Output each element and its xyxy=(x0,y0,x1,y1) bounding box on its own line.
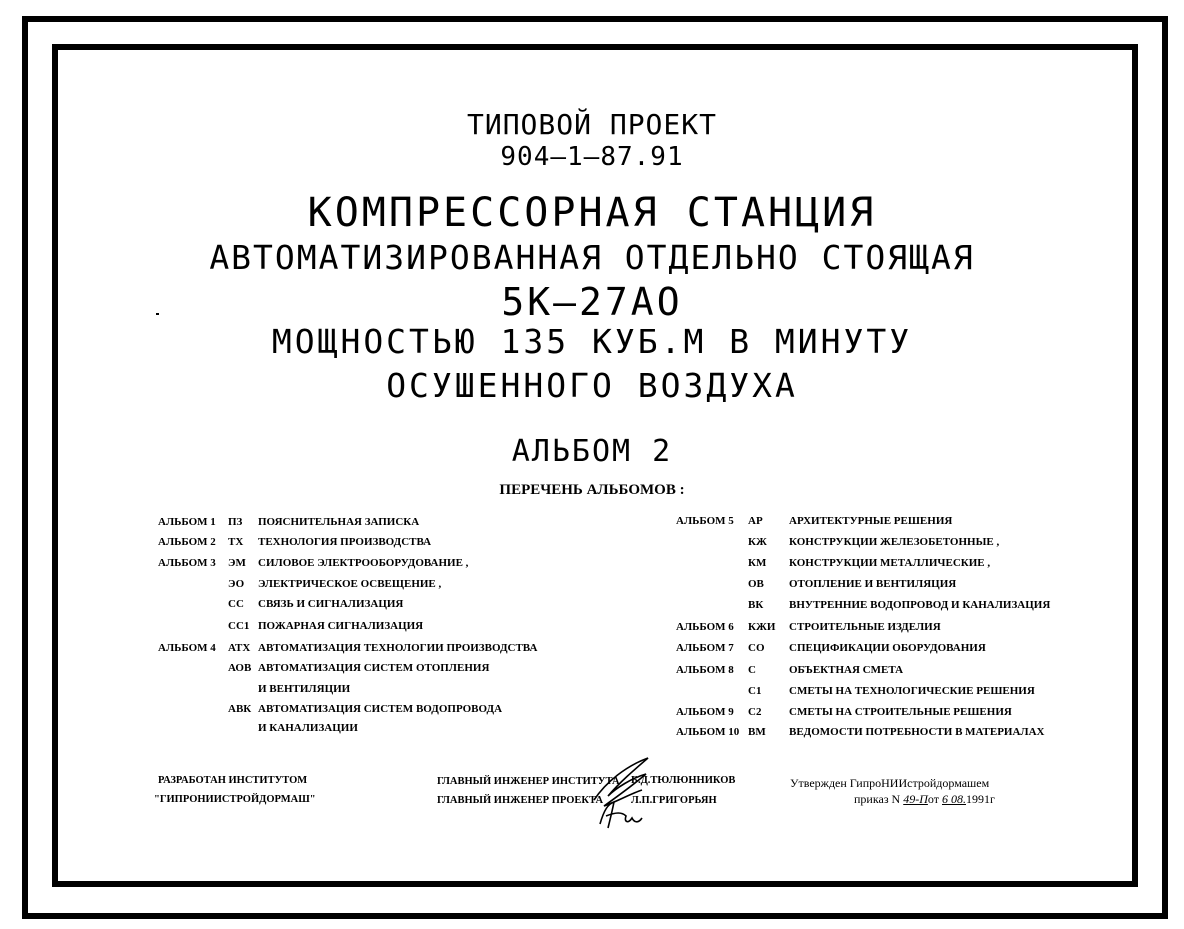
album-label: АЛЬБОМ 3 xyxy=(158,557,216,569)
institute-name: "ГИПРОНИИСТРОЙДОРМАШ" xyxy=(154,794,316,805)
album-description: КОНСТРУКЦИИ ЖЕЛЕЗОБЕТОННЫЕ , xyxy=(789,536,1000,548)
album-code: ПЗ xyxy=(228,516,243,528)
order-mid: от xyxy=(927,792,939,806)
album-description: ПОЯСНИТЕЛЬНАЯ ЗАПИСКА xyxy=(258,516,420,528)
album-description: АВТОМАТИЗАЦИЯ ТЕХНОЛОГИИ ПРОИЗВОДСТВА xyxy=(258,642,538,654)
album-description: АВТОМАТИЗАЦИЯ СИСТЕМ ОТОПЛЕНИЯ xyxy=(258,662,490,674)
album-code: С1 xyxy=(748,685,762,697)
chief-institute-name: Б.Д.ТЮЛЮННИКОВ xyxy=(631,775,736,786)
order-prefix: приказ N xyxy=(854,792,901,806)
album-description: ОБЪЕКТНАЯ СМЕТА xyxy=(789,664,904,676)
title-capacity: МОЩНОСТЬЮ 135 КУБ.М В МИНУТУ xyxy=(271,322,913,361)
title-main: КОМПРЕССОРНАЯ СТАНЦИЯ xyxy=(307,190,877,236)
album-label: АЛЬБОМ 5 xyxy=(676,515,734,527)
album-code: КЖИ xyxy=(748,621,776,633)
order-date: 6 08. xyxy=(942,792,966,806)
album-code: АВК xyxy=(228,703,252,715)
album-code: ЭО xyxy=(228,578,245,590)
album-title: АЛЬБОМ 2 xyxy=(511,434,673,469)
album-description: СМЕТЫ НА СТРОИТЕЛЬНЫЕ РЕШЕНИЯ xyxy=(789,706,1012,718)
album-code: АОВ xyxy=(228,662,252,674)
album-code: ВМ xyxy=(748,726,766,738)
album-description: СТРОИТЕЛЬНЫЕ ИЗДЕЛИЯ xyxy=(789,621,941,633)
album-description: КОНСТРУКЦИИ МЕТАЛЛИЧЕСКИЕ , xyxy=(789,557,991,569)
album-label: АЛЬБОМ 6 xyxy=(676,621,734,633)
chief-institute-label: ГЛАВНЫЙ ИНЖЕНЕР ИНСТИТУТА xyxy=(437,776,620,787)
album-description: И ВЕНТИЛЯЦИИ xyxy=(258,683,351,695)
order-year: 1991г xyxy=(966,792,995,806)
album-description: СВЯЗЬ И СИГНАЛИЗАЦИЯ xyxy=(258,598,404,610)
order-number: 49-П xyxy=(903,792,928,806)
album-code: СС1 xyxy=(228,620,250,632)
project-number: 904–1–87.91 xyxy=(500,142,684,172)
album-label: АЛЬБОМ 1 xyxy=(158,516,216,528)
album-description: АРХИТЕКТУРНЫЕ РЕШЕНИЯ xyxy=(789,515,953,527)
album-code: КМ xyxy=(748,557,767,569)
album-code: АТХ xyxy=(228,642,251,654)
album-code: АР xyxy=(748,515,763,527)
album-description: СПЕЦИФИКАЦИИ ОБОРУДОВАНИЯ xyxy=(789,642,986,654)
album-description: ВНУТРЕННИЕ ВОДОПРОВОД И КАНАЛИЗАЦИЯ xyxy=(789,599,1051,611)
title-air: ОСУШЕННОГО ВОЗДУХА xyxy=(386,366,798,405)
album-label: АЛЬБОМ 10 xyxy=(676,726,740,738)
album-code: СО xyxy=(748,642,765,654)
title-model: 5К–27АО xyxy=(501,280,683,324)
developed-label: РАЗРАБОТАН ИНСТИТУТОМ xyxy=(158,775,308,786)
album-description: АВТОМАТИЗАЦИЯ СИСТЕМ ВОДОПРОВОДА xyxy=(258,703,503,715)
album-code: ЭМ xyxy=(228,557,246,569)
album-description: СМЕТЫ НА ТЕХНОЛОГИЧЕСКИЕ РЕШЕНИЯ xyxy=(789,685,1035,697)
album-description: ОТОПЛЕНИЕ И ВЕНТИЛЯЦИЯ xyxy=(789,578,957,590)
album-code: КЖ xyxy=(748,536,767,548)
album-code: С xyxy=(748,664,756,676)
signature-icon xyxy=(586,752,676,832)
album-code: ОВ xyxy=(748,578,764,590)
approved-label: Утвержден ГипроНИИстройдормашем xyxy=(790,776,990,790)
album-label: АЛЬБОМ 9 xyxy=(676,706,734,718)
album-description: ПОЖАРНАЯ СИГНАЛИЗАЦИЯ xyxy=(258,620,424,632)
title-sub: АВТОМАТИЗИРОВАННАЯ ОТДЕЛЬНО СТОЯЩАЯ xyxy=(209,238,975,277)
album-label: АЛЬБОМ 2 xyxy=(158,536,216,548)
chief-project-label: ГЛАВНЫЙ ИНЖЕНЕР ПРОЕКТА xyxy=(437,795,604,806)
album-label: АЛЬБОМ 8 xyxy=(676,664,734,676)
album-description: ВЕДОМОСТИ ПОТРЕБНОСТИ В МАТЕРИАЛАХ xyxy=(789,726,1045,738)
album-list-heading: ПЕРЕЧЕНЬ АЛЬБОМОВ : xyxy=(499,482,685,498)
album-code: ВК xyxy=(748,599,764,611)
album-code: С2 xyxy=(748,706,762,718)
album-label: АЛЬБОМ 4 xyxy=(158,642,216,654)
order-line xyxy=(854,792,995,807)
album-description: ЭЛЕКТРИЧЕСКОЕ ОСВЕЩЕНИЕ , xyxy=(258,578,442,590)
album-label: АЛЬБОМ 7 xyxy=(676,642,734,654)
album-description: СИЛОВОЕ ЭЛЕКТРООБОРУДОВАНИЕ , xyxy=(258,557,469,569)
project-type: ТИПОВОЙ ПРОЕКТ xyxy=(466,108,717,141)
stray-mark xyxy=(156,313,159,315)
chief-project-name: Л.П.ГРИГОРЬЯН xyxy=(631,795,717,806)
album-description: И КАНАЛИЗАЦИИ xyxy=(258,722,358,734)
album-code: ТХ xyxy=(228,536,244,548)
album-code: СС xyxy=(228,598,244,610)
album-description: ТЕХНОЛОГИЯ ПРОИЗВОДСТВА xyxy=(258,536,432,548)
